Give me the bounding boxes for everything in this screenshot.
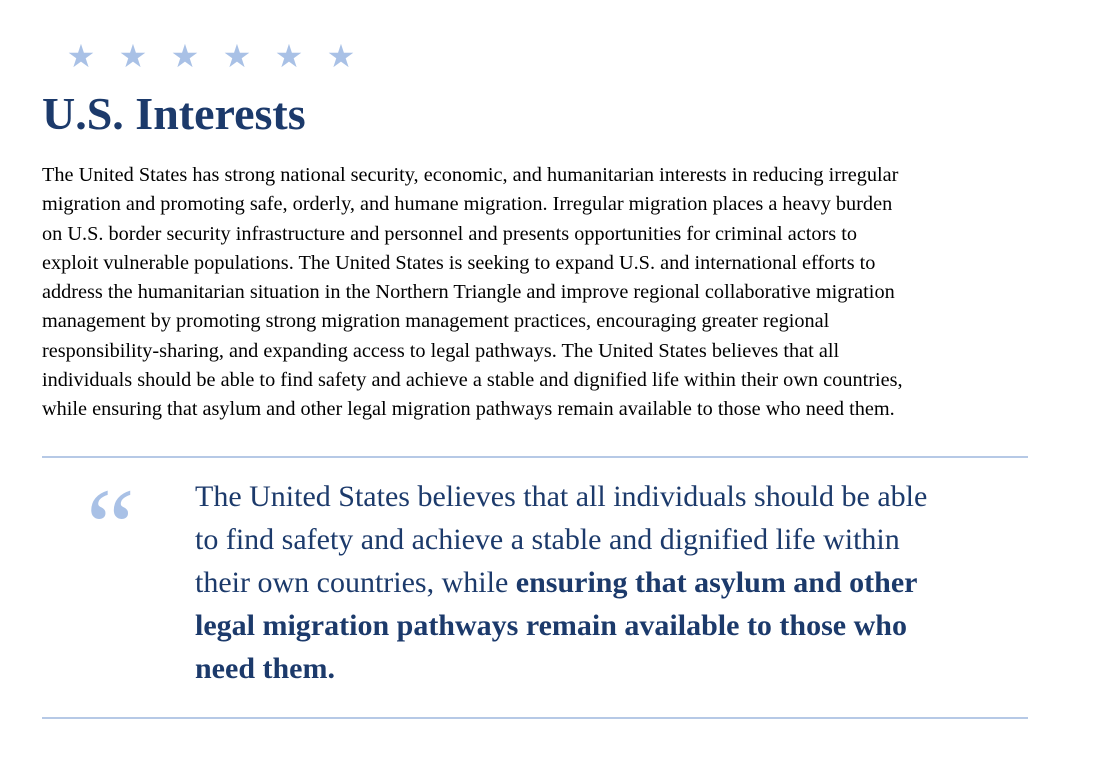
- star-icon: ★: [170, 37, 200, 75]
- quote-line: The United States believes that all individuals should be able: [195, 480, 928, 513]
- quote-regular-text: their own countries, while: [195, 566, 516, 599]
- star-icon: ★: [66, 37, 96, 75]
- paragraph-line: while ensuring that asylum and other legal migration pathways remain available to those who need them.: [42, 398, 895, 421]
- paragraph-line: responsibility-sharing, and expanding access to legal pathways. The United States believes that all: [42, 339, 840, 362]
- paragraph-line: migration and promoting safe, orderly, and humane migration. Irregular migration places a heavy burden: [42, 193, 893, 216]
- quote-line: [195, 561, 927, 604]
- bottom-divider: [42, 717, 1028, 719]
- paragraph-line: exploit vulnerable populations. The United States is seeking to expand U.S. and international efforts to: [42, 251, 876, 274]
- paragraph-line: individuals should be able to find safety and achieve a stable and dignified life within their own countries,: [42, 369, 903, 392]
- quote-line: to find safety and achieve a stable and dignified life within: [195, 523, 900, 556]
- star-icon: ★: [274, 37, 304, 75]
- star-icon: ★: [326, 37, 356, 75]
- paragraph-line: The United States has strong national security, economic, and humanitarian interests in reducing irregular: [42, 164, 899, 186]
- body-paragraph: [42, 161, 1082, 425]
- pull-quote: [195, 475, 927, 690]
- quote-line: need them.: [195, 652, 335, 685]
- star-row: [66, 38, 356, 74]
- quote-bold-text: ensuring that asylum and other: [515, 566, 918, 599]
- paragraph-line: address the humanitarian situation in the Northern Triangle and improve regional collaborative migration: [42, 281, 895, 304]
- quote-mark-icon: “: [86, 466, 135, 588]
- quote-line: legal migration pathways remain available to those who: [195, 609, 907, 642]
- paragraph-line: management by promoting strong migration management practices, encouraging greater regional: [42, 310, 830, 333]
- page-title: U.S. Interests: [42, 88, 306, 139]
- star-icon: ★: [222, 37, 252, 75]
- star-icon: ★: [118, 37, 148, 75]
- top-divider: [42, 456, 1028, 458]
- paragraph-line: on U.S. border security infrastructure and personnel and presents opportunities for criminal actors to: [42, 222, 857, 245]
